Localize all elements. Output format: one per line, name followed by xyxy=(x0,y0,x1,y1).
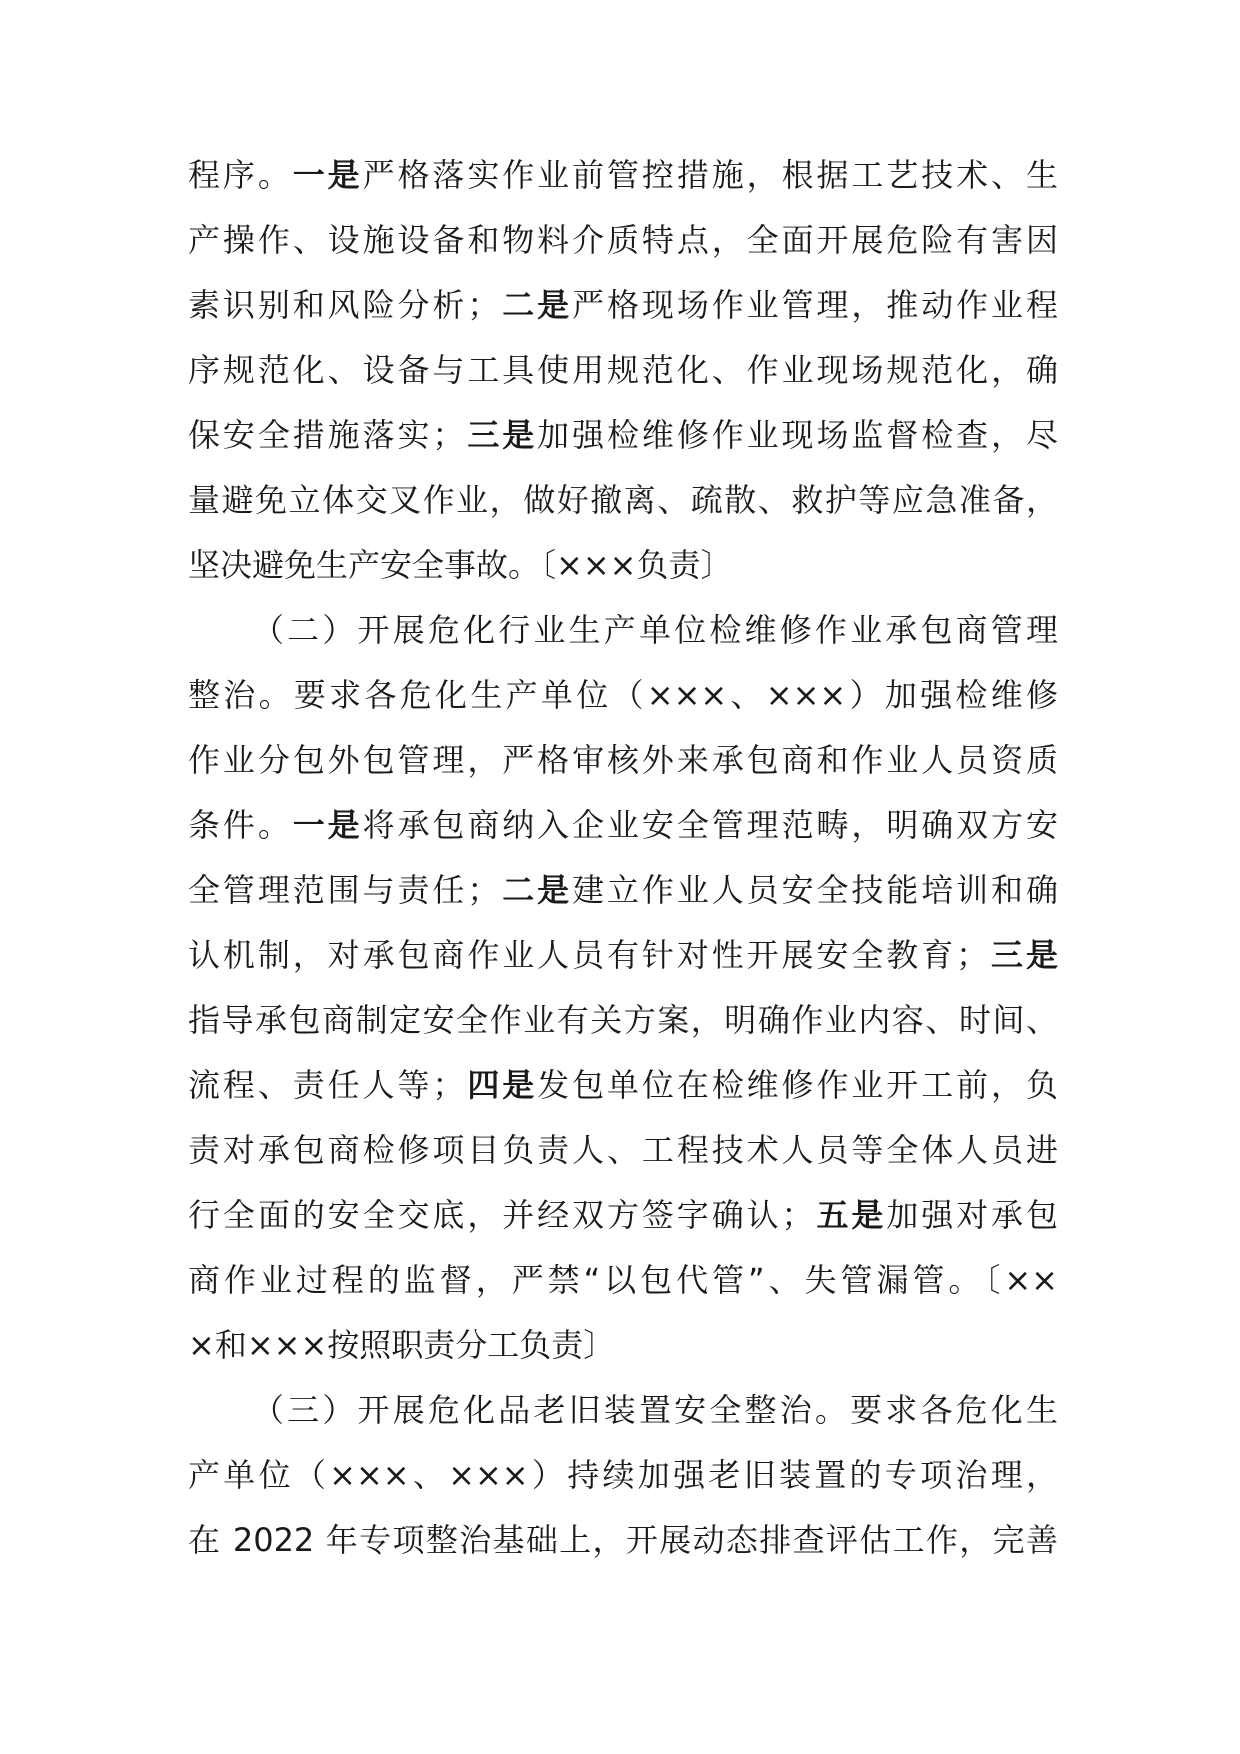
text-segment: 认机制，对承包商作业人员有针对性开展安全教育； xyxy=(188,936,989,974)
text-line xyxy=(188,1443,1058,1508)
text-line xyxy=(188,338,1058,403)
text-segment: 全管理范围与责任； xyxy=(188,871,500,909)
bold-keyword: 四是 xyxy=(464,1066,538,1104)
text-segment: 加强对承包 xyxy=(886,1196,1058,1234)
text-segment: 程序。 xyxy=(188,156,293,194)
text-segment: 指导承包商制定安全作业有关方案，明确作业内容、时间、 xyxy=(188,1001,1058,1039)
text-line xyxy=(188,1118,1058,1183)
text-segment: 加强检维修作业现场监督检查，尽 xyxy=(537,416,1058,454)
text-segment: 商作业过程的监督，严禁“以包代管”、失管漏管。〔×× xyxy=(188,1261,1058,1299)
bold-keyword: 二是 xyxy=(499,871,573,909)
text-segment: 责对承包商检修项目负责人、工程技术人员等全体人员进 xyxy=(188,1131,1058,1169)
text-line xyxy=(188,1248,1058,1313)
document-body xyxy=(188,143,1058,1573)
text-segment: 序规范化、设备与工具使用规范化、作业现场规范化，确 xyxy=(188,351,1058,389)
text-segment: 行全面的安全交底，并经双方签字确认； xyxy=(188,1196,814,1234)
bold-keyword: 二是 xyxy=(499,286,573,324)
text-segment: 将承包商纳入企业安全管理范畴，明确双方安 xyxy=(362,806,1058,844)
bold-keyword: 一是 xyxy=(292,156,363,194)
text-line xyxy=(188,728,1058,793)
text-line xyxy=(188,468,1058,533)
text-line xyxy=(188,1183,1058,1248)
text-line xyxy=(188,143,1058,208)
text-segment: 坚决避免生产安全事故。〔×××负责〕 xyxy=(188,546,733,584)
text-line xyxy=(188,663,1058,728)
text-line xyxy=(188,858,1058,923)
text-segment: 产操作、设施设备和物料介质特点，全面开展危险有害因 xyxy=(188,221,1058,259)
bold-keyword: 三是 xyxy=(464,416,538,454)
bold-keyword: 三是 xyxy=(988,936,1058,974)
text-line xyxy=(188,1313,1058,1378)
text-segment: 保安全措施落实； xyxy=(188,416,465,454)
text-segment: 量避免立体交叉作业，做好撤离、疏散、救护等应急准备， xyxy=(188,481,1058,519)
text-segment: 产单位（×××、×××）持续加强老旧装置的专项治理， xyxy=(188,1456,1058,1494)
text-segment: 建立作业人员安全技能培训和确 xyxy=(572,871,1058,909)
text-segment: 条件。 xyxy=(188,806,293,844)
text-segment: 严格现场作业管理，推动作业程 xyxy=(572,286,1058,324)
paragraph-start-line xyxy=(188,1378,1058,1443)
text-segment: 发包单位在检维修作业开工前，负 xyxy=(537,1066,1058,1104)
text-line xyxy=(188,208,1058,273)
bold-keyword: 一是 xyxy=(292,806,363,844)
text-line xyxy=(188,273,1058,338)
text-segment: （三）开展危化品老旧装置安全整治。要求各危化生 xyxy=(252,1391,1058,1429)
text-line xyxy=(188,403,1058,468)
text-line xyxy=(188,793,1058,858)
text-line xyxy=(188,988,1058,1053)
text-segment: 整治。要求各危化生产单位（×××、×××）加强检维修 xyxy=(188,676,1058,714)
text-line xyxy=(188,923,1058,988)
text-segment: 在 2022 年专项整治基础上，开展动态排查评估工作，完善 xyxy=(188,1521,1058,1559)
text-line xyxy=(188,1508,1058,1573)
text-segment: （二）开展危化行业生产单位检维修作业承包商管理 xyxy=(252,611,1058,649)
text-line xyxy=(188,1053,1058,1118)
text-segment: ×和×××按照职责分工负责〕 xyxy=(188,1326,616,1364)
text-segment: 作业分包外包管理，严格审核外来承包商和作业人员资质 xyxy=(188,741,1058,779)
bold-keyword: 五是 xyxy=(813,1196,887,1234)
text-line xyxy=(188,533,1058,598)
text-segment: 流程、责任人等； xyxy=(188,1066,465,1104)
text-segment: 素识别和风险分析； xyxy=(188,286,500,324)
text-segment: 严格落实作业前管控措施，根据工艺技术、生 xyxy=(362,156,1058,194)
paragraph-start-line xyxy=(188,598,1058,663)
